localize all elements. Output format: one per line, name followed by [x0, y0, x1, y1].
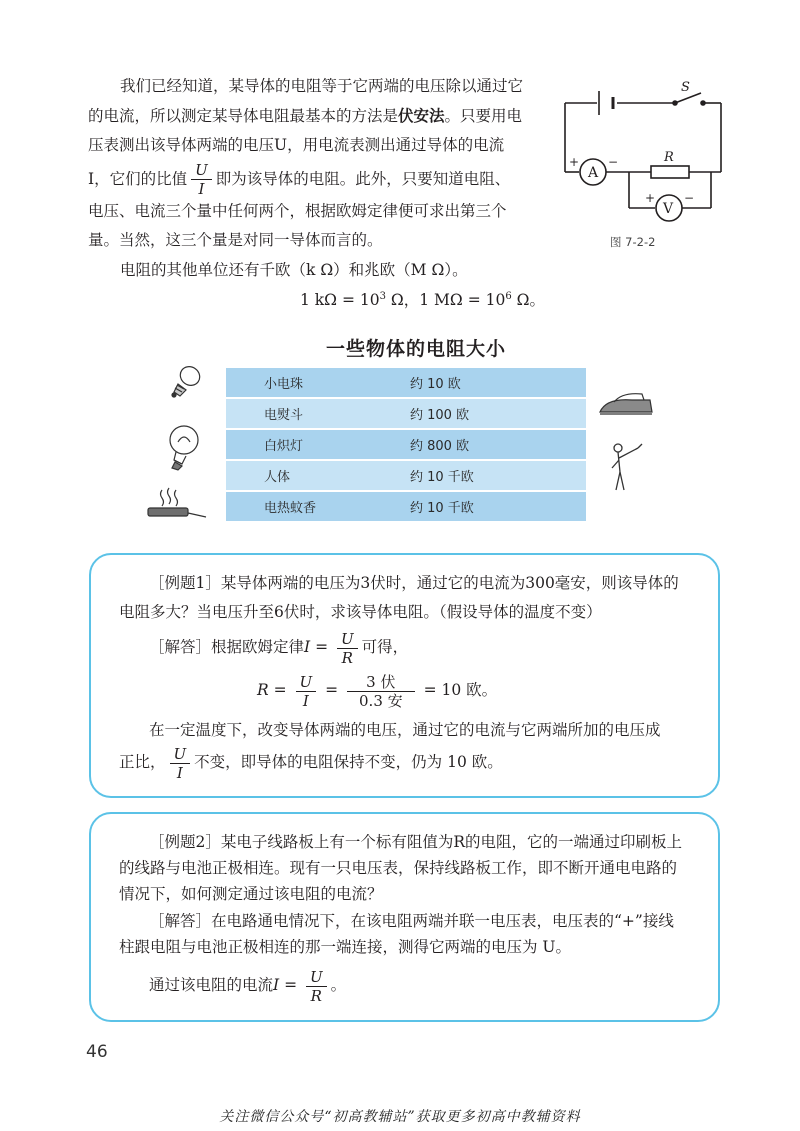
- intro-line-1: 我们已经知道，某导体的电阻等于它两端的电压除以通过它: [120, 77, 524, 95]
- intro-line-6: 量。当然，这三个量是对同一导体而言的。: [88, 231, 383, 249]
- page-number: 46: [86, 1042, 108, 1062]
- resistance-value: 约 10 千欧: [410, 470, 474, 485]
- voltmeter-label: V: [663, 201, 674, 217]
- table-row: [226, 430, 586, 459]
- table-title: 一些物体的电阻大小: [326, 338, 507, 360]
- example-2-answer-line-2: 柱跟电阻与电池正极相连的那一端连接，测得它两端的电压为 U。: [119, 938, 571, 956]
- example-2-question-line-2: 的线路与电池正极相连。现有一只电压表，保持线路板工作，即不断开通电电路的: [119, 859, 678, 877]
- example-1-calculation: R = $\frac{U}{I}$ = $\frac{\text{3 伏}}{\text{0.3 安}}$ = 10 欧。: [257, 672, 498, 710]
- current-fraction: $\frac{U}{R}$: [306, 968, 327, 1005]
- object-name: 小电珠: [264, 377, 304, 392]
- example-2-answer-line-3: 通过该电阻的电流I = $\frac{U}{R}$ 。: [149, 967, 347, 1005]
- mosquito-heater-icon: [142, 486, 208, 522]
- resistance-value: 约 100 欧: [410, 408, 470, 423]
- example-2-box: [89, 812, 720, 1022]
- figure-caption: 图 7-2-2: [610, 235, 656, 249]
- note-fraction: $\frac{U}{I}$: [170, 745, 191, 782]
- intro-line-2: 的电流，所以测定某导体电阻最基本的方法是伏安法。只要用电: [88, 106, 523, 125]
- ammeter-minus: −: [608, 155, 619, 169]
- example-1-answer-line: ［解答］根据欧姆定律I = $\frac{U}{R}$ 可得，: [149, 629, 409, 667]
- circuit-diagram: [555, 75, 735, 225]
- table-row: [226, 399, 586, 428]
- unit-formula: 1 $k\Omega = 10^3$ Ω，1 $M\Omega = 10^6$ Ω。: [300, 290, 545, 309]
- resistor-body: [651, 166, 689, 178]
- switch-label: S: [681, 80, 690, 95]
- resistance-value: 约 10 千欧: [410, 501, 474, 516]
- example-1-box: [89, 553, 720, 798]
- example-1-note-line-1: 在一定温度下，改变导体两端的电压，通过它的电流与它两端所加的电压成: [149, 721, 661, 739]
- calc-fraction-1: $\frac{U}{I}$: [296, 673, 317, 710]
- ratio-fraction: $\frac{U}{I}$: [191, 161, 212, 198]
- ohm-law-fraction: $\frac{U}{R}$: [337, 630, 358, 667]
- table-row: [226, 461, 586, 490]
- example-2-answer-line-1: ［解答］在电路通电情况下，在该电阻两端并联一电压表，电压表的“+”接线: [149, 912, 674, 930]
- example-2-question-line-1: ［例题2］某电子线路板上有一个标有阻值为R的电阻，它的一端通过印刷板上: [149, 833, 683, 851]
- incandescent-bulb-icon: [160, 420, 206, 472]
- example-1-note-line-2: 正比， $\frac{U}{I}$ 不变，即导体的电阻保持不变，仍为 10 欧。: [119, 744, 503, 782]
- iron-icon: [596, 388, 656, 422]
- object-name: 电热蚊香: [264, 501, 317, 516]
- object-name: 电熨斗: [264, 408, 304, 423]
- calc-fraction-2: $\frac{\text{3 伏}}{\text{0.3 安}}$: [347, 673, 415, 710]
- footer-promo: 关注微信公众号“初高教辅站”获取更多初高中教辅资料: [219, 1109, 581, 1125]
- resistor-label: R: [664, 150, 674, 165]
- resistance-table: [226, 368, 586, 523]
- voltmeter-plus: +: [645, 191, 656, 205]
- object-name: 人体: [264, 470, 291, 485]
- object-name: 白炽灯: [264, 439, 304, 454]
- table-row: [226, 492, 586, 521]
- example-1-question-line-2: 电阻多大？当电压升至6伏时，求该导体电阻。（假设导体的温度不变）: [119, 603, 602, 621]
- intro-line-3: 压表测出该导体两端的电压U，用电流表测出通过导体的电流: [88, 136, 505, 154]
- term-voltammetry: 伏安法: [398, 106, 445, 125]
- ammeter-plus: +: [569, 155, 580, 169]
- resistance-value: 约 10 欧: [410, 377, 461, 392]
- human-body-icon: [604, 440, 644, 498]
- intro-line-7: 电阻的其他单位还有千欧（k Ω）和兆欧（M Ω）。: [120, 260, 468, 279]
- intro-line-4: I，它们的比值 $\frac{U}{I}$ 即为该导体的电阻。此外，只要知道电阻、: [88, 161, 511, 198]
- table-row: [226, 368, 586, 397]
- intro-paragraph: [88, 72, 548, 285]
- small-bulb-icon: [166, 362, 206, 402]
- ammeter-label: A: [588, 165, 599, 181]
- resistance-value: 约 800 欧: [410, 439, 470, 454]
- example-1-question-line-1: ［例题1］某导体两端的电压为3伏时，通过它的电流为300毫安，则该导体的: [149, 574, 679, 592]
- voltmeter-minus: −: [684, 191, 695, 205]
- intro-line-5: 电压、电流三个量中任何两个，根据欧姆定律便可求出第三个: [88, 201, 507, 220]
- example-2-question-line-3: 情况下，如何测定通过该电阻的电流？: [119, 885, 383, 903]
